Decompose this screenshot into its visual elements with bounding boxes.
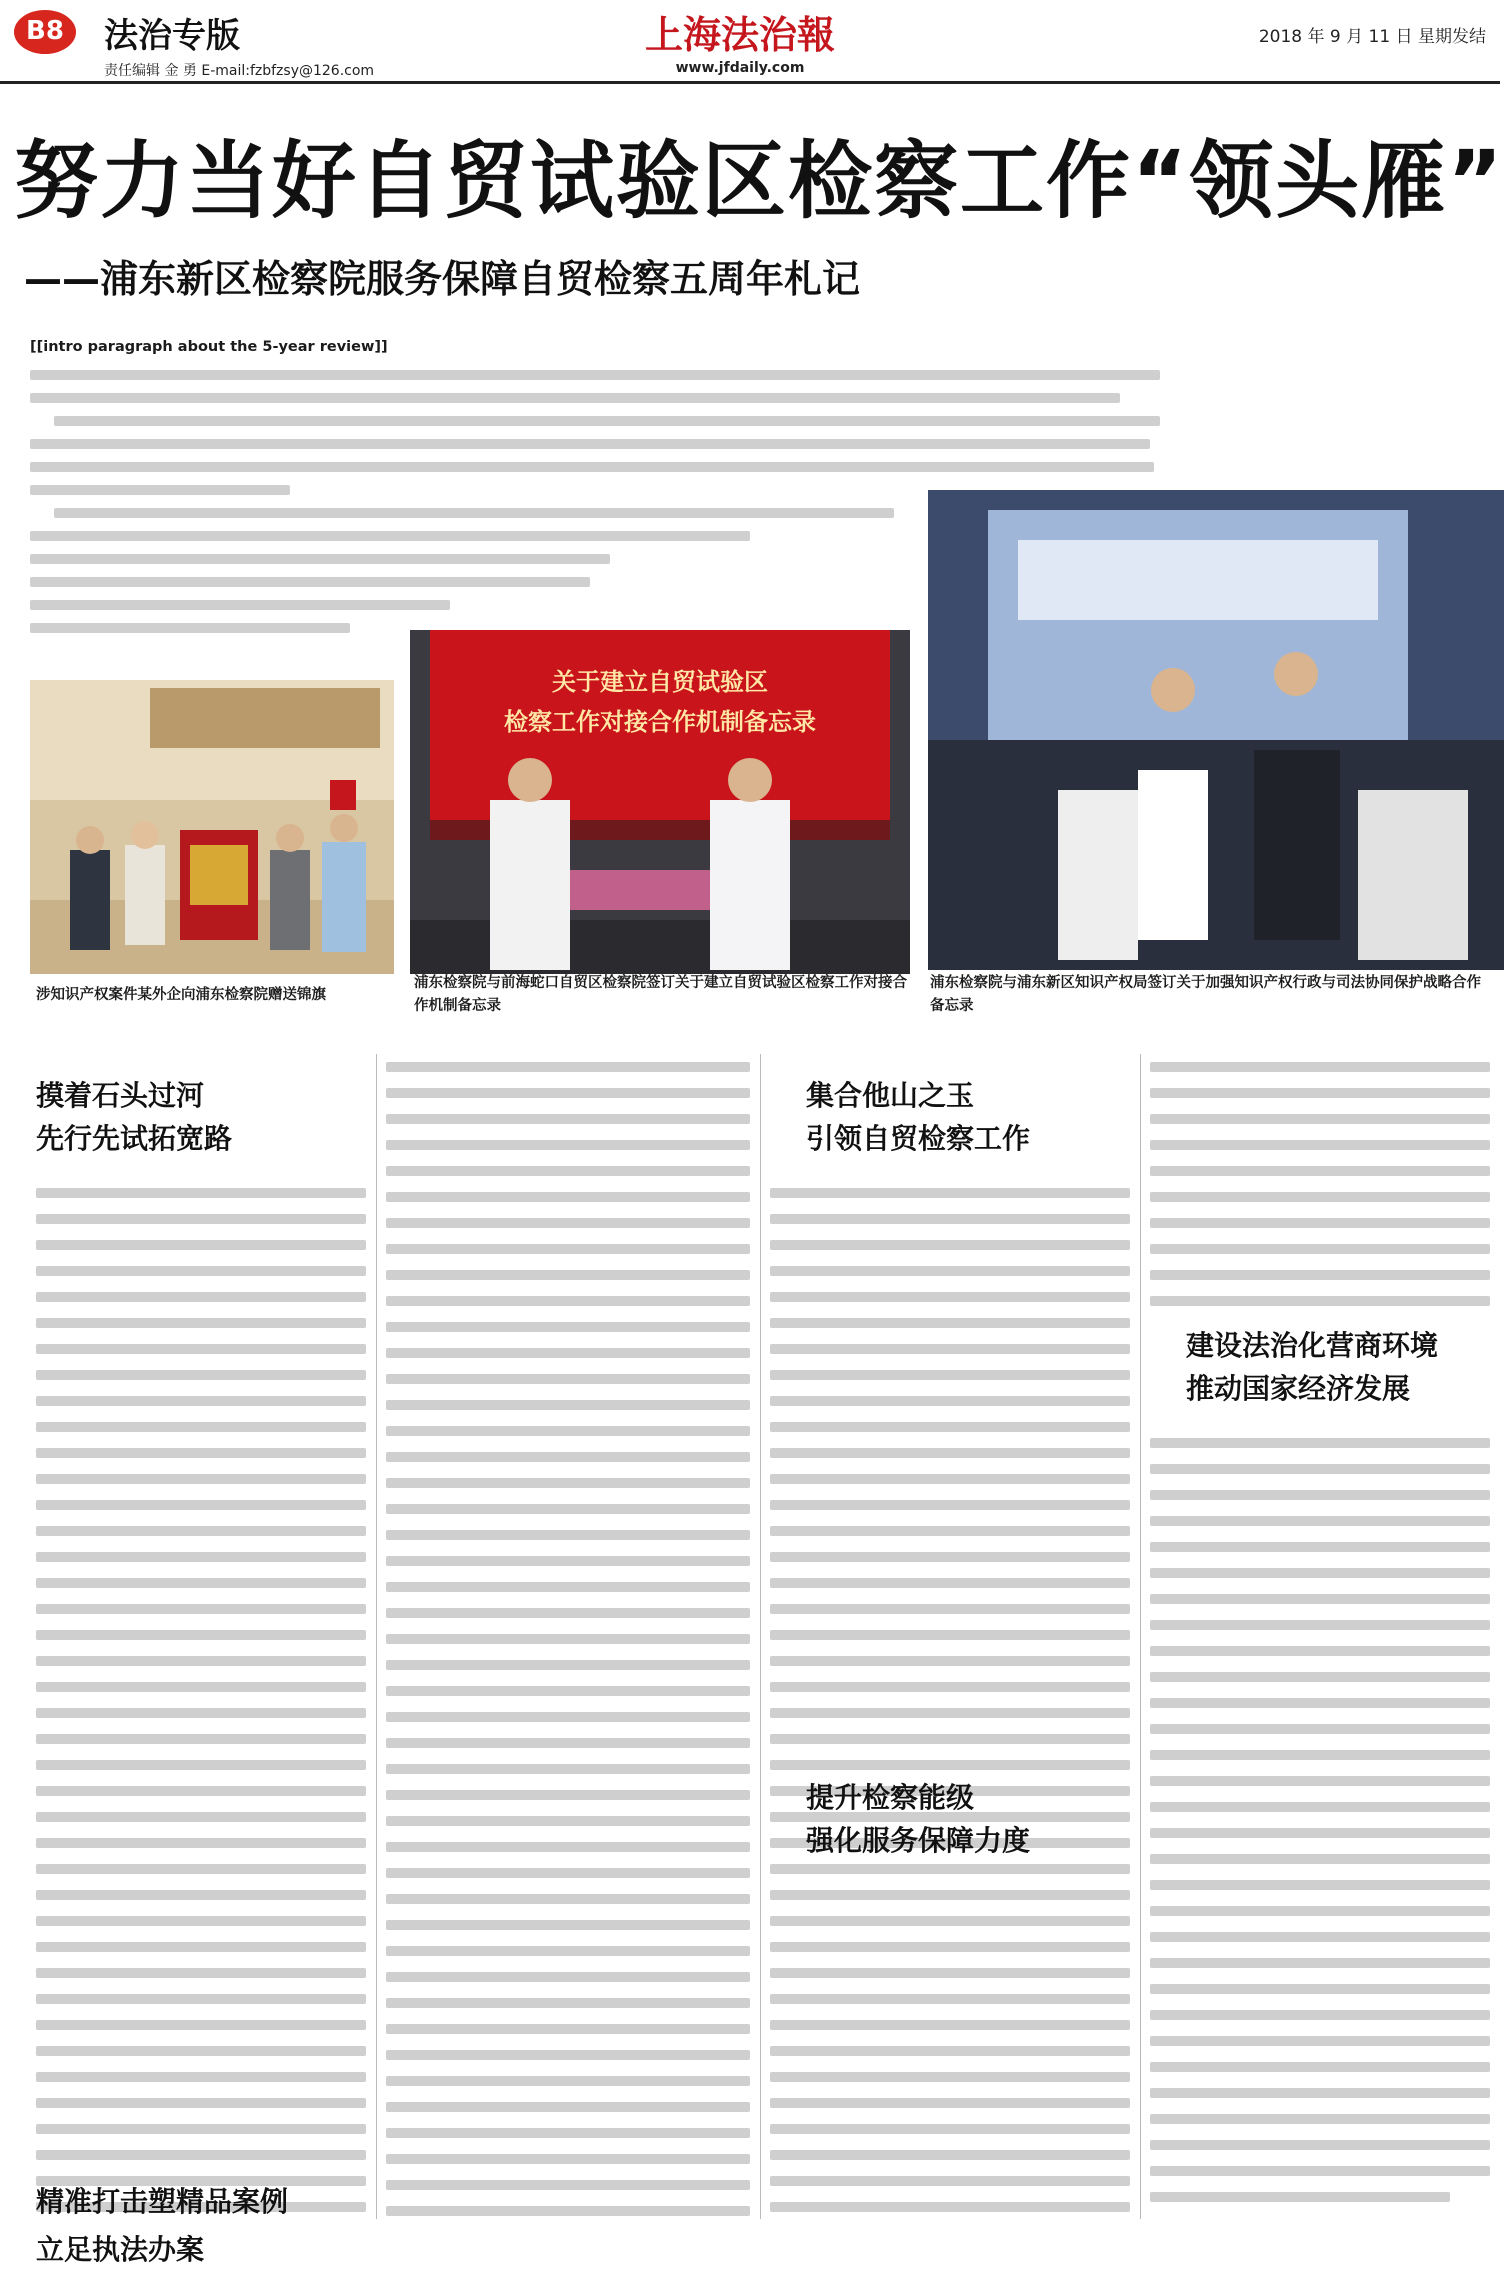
body-text-line <box>386 1608 750 1618</box>
body-text-line <box>1150 1568 1490 1578</box>
body-text-line <box>36 1344 366 1354</box>
body-text-line <box>770 1292 1130 1302</box>
body-text-line <box>1150 1464 1490 1474</box>
lead-text-line <box>30 462 1154 472</box>
body-text-line <box>386 1244 750 1254</box>
body-text-line <box>1150 1724 1490 1734</box>
lead-text-line <box>30 623 350 633</box>
body-text-line <box>1150 2036 1490 2046</box>
body-text-line <box>1150 1516 1490 1526</box>
body-text-line <box>1150 1244 1490 1254</box>
body-text-line <box>770 2176 1130 2186</box>
section-5-head-line-2: 推动国家经济发展 <box>1186 1372 1411 1405</box>
body-text-line <box>1150 1438 1490 1448</box>
body-text-line <box>770 1578 1130 1588</box>
body-text-line <box>1150 1218 1490 1228</box>
body-text-line <box>770 1500 1130 1510</box>
section-4-head-line-2: 强化服务保障力度 <box>806 1824 1031 1857</box>
body-text-line <box>36 1422 366 1432</box>
body-text-line <box>770 1916 1130 1926</box>
section-5-head-line-1: 建设法治化营商环境 <box>1186 1329 1439 1362</box>
body-text-line <box>1150 1166 1490 1176</box>
column-rule <box>760 1054 761 2219</box>
body-text-line <box>770 1474 1130 1484</box>
body-text-line <box>1150 1776 1490 1786</box>
body-text-line <box>1150 1646 1490 1656</box>
body-text-line <box>386 1764 750 1774</box>
paper-url: www.jfdaily.com <box>675 60 805 76</box>
lead-text-line <box>30 577 590 587</box>
body-text-line <box>1150 1594 1490 1604</box>
body-text-line <box>36 1916 366 1926</box>
body-text-line <box>770 1214 1130 1224</box>
body-text-line <box>770 2124 1130 2134</box>
body-text-line <box>36 1500 366 1510</box>
body-text-line <box>386 1582 750 1592</box>
body-text-line <box>770 1760 1130 1770</box>
body-text-line <box>36 1994 366 2004</box>
photo-signing-qianhai <box>410 630 910 974</box>
photo-1-caption: 涉知识产权案件某外企向浦东检察院赠送锦旗 <box>36 987 326 1003</box>
subheadline: ——浦东新区检察院服务保障自贸检察五周年札记 <box>24 257 861 301</box>
page-number-badge <box>14 10 76 54</box>
section-2-head-line-1: 立足执法办案 <box>36 2233 205 2266</box>
body-text-line <box>36 1292 366 1302</box>
body-text-line <box>386 1140 750 1150</box>
body-text-line <box>36 1942 366 1952</box>
body-text-line <box>770 1344 1130 1354</box>
body-text-line <box>770 1682 1130 1692</box>
body-text-line <box>386 1530 750 1540</box>
body-text-line <box>386 2076 750 2086</box>
body-text-line <box>386 1738 750 1748</box>
body-text-line <box>1150 1828 1490 1838</box>
body-text-line <box>36 1786 366 1796</box>
body-text-line <box>386 1452 750 1462</box>
photo-2-caption: 浦东检察院与前海蛇口自贸区检察院签订关于建立自贸试验区检察工作对接合作机制备忘录 <box>414 975 907 1014</box>
headline: 努力当好自贸试验区检察工作“领头雁” <box>14 132 1504 230</box>
paper-logo: 上海法治報 <box>644 12 835 57</box>
body-text-line <box>36 1370 366 1380</box>
banner-line-2: 检察工作对接合作机制备忘录 <box>504 708 816 736</box>
photo-banner-presentation-image <box>30 680 394 974</box>
masthead <box>0 0 1500 84</box>
body-text-line <box>1150 1984 1490 1994</box>
body-text-line <box>1150 1296 1490 1306</box>
body-text-line <box>386 2024 750 2034</box>
body-text-line <box>1150 1880 1490 1890</box>
body-text-line <box>36 1474 366 1484</box>
body-text-line <box>770 1864 1130 1874</box>
body-text-line <box>1150 1192 1490 1202</box>
body-text-line <box>386 2180 750 2190</box>
body-text-line <box>1150 1750 1490 1760</box>
body-text-line <box>36 1578 366 1588</box>
editor-line: 责任编辑 金 勇 E-mail:fzbfzsy@126.com <box>104 63 375 79</box>
body-text-line <box>386 1712 750 1722</box>
body-text-line <box>386 2128 750 2138</box>
body-text-line <box>36 1266 366 1276</box>
body-text-line <box>770 1240 1130 1250</box>
body-text-line <box>1150 1062 1490 1072</box>
body-text-line <box>770 1708 1130 1718</box>
body-text-line <box>1150 1140 1490 1150</box>
body-text-line <box>386 1374 750 1384</box>
body-text-line <box>386 1556 750 1566</box>
body-text-line <box>386 2050 750 2060</box>
lead-text-line <box>30 370 1160 380</box>
body-text-line <box>386 1296 750 1306</box>
column-1 <box>36 1074 366 2266</box>
body-text-line <box>36 1890 366 1900</box>
body-text-line <box>36 1734 366 1744</box>
body-text-line <box>36 2124 366 2134</box>
body-text-line <box>1150 1698 1490 1708</box>
body-text-line <box>386 1062 750 1072</box>
lead-text-line <box>54 416 1160 426</box>
body-text-line <box>770 1734 1130 1744</box>
body-text-line <box>1150 2010 1490 2020</box>
page-number: B8 <box>26 16 64 46</box>
body-text-line <box>36 1552 366 1562</box>
body-text-line <box>386 1166 750 1176</box>
body-text-line <box>386 1686 750 1696</box>
lead-text-line <box>30 485 290 495</box>
body-text-line <box>36 1396 366 1406</box>
body-text-line <box>36 1214 366 1224</box>
body-text-line <box>1150 1854 1490 1864</box>
body-text-line <box>1150 1620 1490 1630</box>
column-3 <box>770 1074 1130 2224</box>
body-text-line <box>1150 2140 1490 2150</box>
body-text-line <box>770 1188 1130 1198</box>
body-text-line <box>770 1422 1130 1432</box>
section-1-head-line-1: 摸着石头过河 <box>36 1079 205 1112</box>
body-text-line <box>386 1322 750 1332</box>
body-text-line <box>770 1604 1130 1614</box>
body-text-line <box>36 2046 366 2056</box>
section-name: 法治专版 <box>104 16 240 56</box>
body-text-line <box>36 1630 366 1640</box>
banner-line-1: 关于建立自贸试验区 <box>552 668 768 696</box>
body-text-line <box>1150 1672 1490 1682</box>
body-text-line <box>770 1448 1130 1458</box>
lead-text: [[intro paragraph about the 5-year review]] <box>30 339 388 355</box>
body-text-line <box>386 2154 750 2164</box>
section-3-head-line-1: 集合他山之玉 <box>806 1079 975 1112</box>
body-text-line <box>1150 2192 1450 2202</box>
body-text-line <box>386 1426 750 1436</box>
body-text-line <box>386 1894 750 1904</box>
column-rule <box>1140 1054 1141 2219</box>
body-text-line <box>386 1218 750 1228</box>
lead-text-line <box>30 439 1150 449</box>
body-text-line <box>36 1656 366 1666</box>
body-text-line <box>36 1318 366 1328</box>
body-text-line <box>386 1348 750 1358</box>
body-text-line <box>1150 2114 1490 2124</box>
body-text-line <box>770 1396 1130 1406</box>
body-text-line <box>36 1838 366 1848</box>
photo-banner-presentation <box>30 680 394 974</box>
body-text-line <box>1150 1906 1490 1916</box>
body-text-line <box>1150 1958 1490 1968</box>
column-2 <box>386 1054 750 2219</box>
body-text-line <box>386 2102 750 2112</box>
section-1-head-line-2: 先行先试拓宽路 <box>36 1122 233 1155</box>
lead-text-line <box>30 393 1120 403</box>
body-text-line <box>36 1188 366 1198</box>
body-text-line <box>1150 1490 1490 1500</box>
body-text-line <box>386 1634 750 1644</box>
body-text-line <box>386 1842 750 1852</box>
body-text-line <box>36 1240 366 1250</box>
body-text-line <box>36 1448 366 1458</box>
body-text-line <box>1150 1270 1490 1280</box>
body-text-line <box>36 2098 366 2108</box>
section-4-head-line-1: 提升检察能级 <box>806 1781 975 1814</box>
body-text-line <box>386 1972 750 1982</box>
body-text-line <box>770 1968 1130 1978</box>
body-text-line <box>770 1370 1130 1380</box>
body-text-line <box>36 1604 366 1614</box>
body-text-line <box>386 1998 750 2008</box>
body-text-line <box>1150 1802 1490 1812</box>
body-text-line <box>36 1812 366 1822</box>
body-text-line <box>770 2202 1130 2212</box>
body-text-line <box>36 1760 366 1770</box>
body-text-line <box>386 1114 750 1124</box>
body-text-line <box>770 1318 1130 1328</box>
body-text-line <box>770 1942 1130 1952</box>
body-text-line <box>1150 1542 1490 1552</box>
body-text-line <box>1150 1088 1490 1098</box>
body-text-line <box>36 2072 366 2082</box>
body-text-line <box>770 2150 1130 2160</box>
photo-signing-ip-bureau-image <box>928 490 1504 970</box>
body-text-line <box>1150 1932 1490 1942</box>
lead-text-line <box>30 600 450 610</box>
body-text-line <box>770 2046 1130 2056</box>
body-text-line <box>770 1526 1130 1536</box>
body-text-line <box>770 1656 1130 1666</box>
body-text-line <box>770 2072 1130 2082</box>
body-text-line <box>1150 2088 1490 2098</box>
body-text-line <box>36 2020 366 2030</box>
column-4 <box>1150 1054 1490 2219</box>
body-text-line <box>770 1890 1130 1900</box>
body-text-line <box>36 1708 366 1718</box>
body-text-line <box>36 2150 366 2160</box>
body-text-line <box>770 2020 1130 2030</box>
lead-text-line <box>30 554 610 564</box>
body-text-line <box>386 1816 750 1826</box>
section-2-head-line-2: 精准打击塑精品案例 <box>36 2185 289 2218</box>
lead-text-line <box>54 508 894 518</box>
photo-3-caption: 浦东检察院与浦东新区知识产权局签订关于加强知识产权行政与司法协同保护战略合作备忘录 <box>930 975 1481 1014</box>
section-3-head-line-2: 引领自贸检察工作 <box>806 1122 1031 1155</box>
body-text-line <box>770 1630 1130 1640</box>
date-line: 2018 年 9 月 11 日 星期发结 <box>1258 27 1486 47</box>
body-text-line <box>36 1864 366 1874</box>
body-text-line <box>1150 2062 1490 2072</box>
body-text-line <box>770 1994 1130 2004</box>
body-text-line <box>1150 1114 1490 1124</box>
body-text-line <box>36 1526 366 1536</box>
body-text-line <box>386 1504 750 1514</box>
body-text-line <box>386 1790 750 1800</box>
body-text-line <box>386 1920 750 1930</box>
body-text-line <box>770 1266 1130 1276</box>
body-text-line <box>386 1270 750 1280</box>
body-text-line <box>36 1968 366 1978</box>
body-text-line <box>1150 2166 1490 2176</box>
body-text-line <box>36 1682 366 1692</box>
body-text-line <box>386 1400 750 1410</box>
body-text-line <box>386 1946 750 1956</box>
photo-signing-ip-bureau <box>928 490 1504 970</box>
body-text-line <box>386 1088 750 1098</box>
body-text-line <box>386 1660 750 1670</box>
body-text-line <box>386 2206 750 2216</box>
body-text-line <box>386 1192 750 1202</box>
lead-text-line <box>30 531 750 541</box>
body-text-line <box>770 1552 1130 1562</box>
column-rule <box>376 1054 377 2219</box>
body-text-line <box>386 1868 750 1878</box>
body-text-line <box>386 1478 750 1488</box>
body-text-line <box>770 2098 1130 2108</box>
